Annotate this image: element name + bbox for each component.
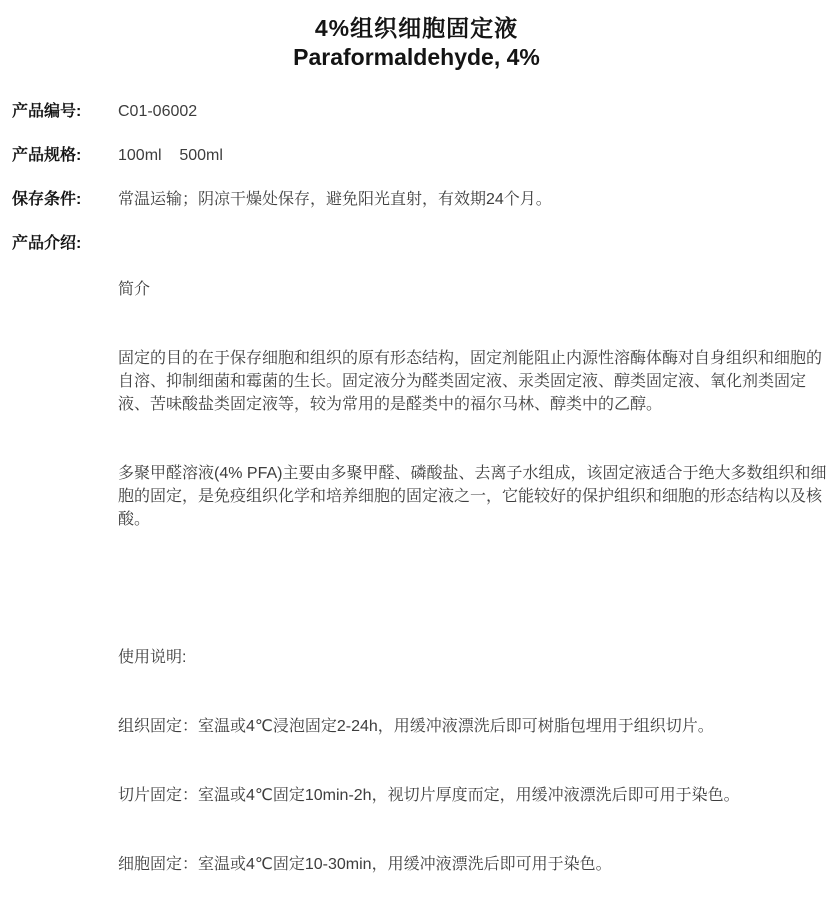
usage-line-tissue-fixation: 组织固定：室温或4℃浸泡固定2-24h，用缓冲液漂洗后即可树脂包埋用于组织切片。 bbox=[118, 718, 714, 735]
document-header bbox=[0, 0, 833, 71]
product-code-label: 产品编号: bbox=[12, 103, 82, 120]
storage-label: 保存条件: bbox=[12, 191, 82, 208]
field-row-product-code bbox=[0, 100, 833, 123]
product-spec-value: 100ml 500ml bbox=[118, 147, 223, 164]
introduction-label: 产品介绍: bbox=[12, 235, 82, 252]
introduction-section-title: 简介 bbox=[118, 281, 151, 298]
usage-title: 使用说明: bbox=[118, 649, 187, 666]
introduction-paragraph: 固定的目的在于保存细胞和组织的原有形态结构，固定剂能阻止内源性溶酶体酶对自身组织和细胞的自溶、抑制细菌和霉菌的生长。固定液分为醛类固定液、汞类固定液、醇类固定液、氧化剂类固定液、苦味酸盐类固定液等，较为常用的是醛类中的福尔马林、醇类中的乙醇。 bbox=[118, 350, 823, 413]
field-row-introduction bbox=[0, 232, 833, 922]
document-body bbox=[0, 100, 833, 922]
introduction-paragraph: 多聚甲醛溶液(4% PFA)主要由多聚甲醛、磷酸盐、去离子水组成，该固定液适合于绝大多数组织和细胞的固定，是免疫组织化学和培养细胞的固定液之一，它能较好的保护组织和细胞的形态结构以及核酸。 bbox=[118, 465, 827, 528]
product-title-cn: 4%组织细胞固定液 bbox=[314, 15, 519, 41]
field-row-storage bbox=[0, 188, 833, 211]
spacer bbox=[118, 577, 830, 600]
introduction-content bbox=[118, 232, 830, 922]
usage-line-cell-fixation: 细胞固定：室温或4℃固定10-30min，用缓冲液漂洗后即可用于染色。 bbox=[118, 856, 612, 873]
field-row-product-spec bbox=[0, 144, 833, 167]
usage-line-section-fixation: 切片固定：室温或4℃固定10min-2h，视切片厚度而定，用缓冲液漂洗后即可用于染色。 bbox=[118, 787, 740, 804]
product-code-value: C01-06002 bbox=[118, 103, 198, 120]
storage-value: 常温运输；阴凉干燥处保存，避免阳光直射，有效期24个月。 bbox=[118, 191, 552, 208]
product-title-en: Paraformaldehyde, 4% bbox=[293, 44, 540, 70]
product-spec-label: 产品规格: bbox=[12, 147, 82, 164]
